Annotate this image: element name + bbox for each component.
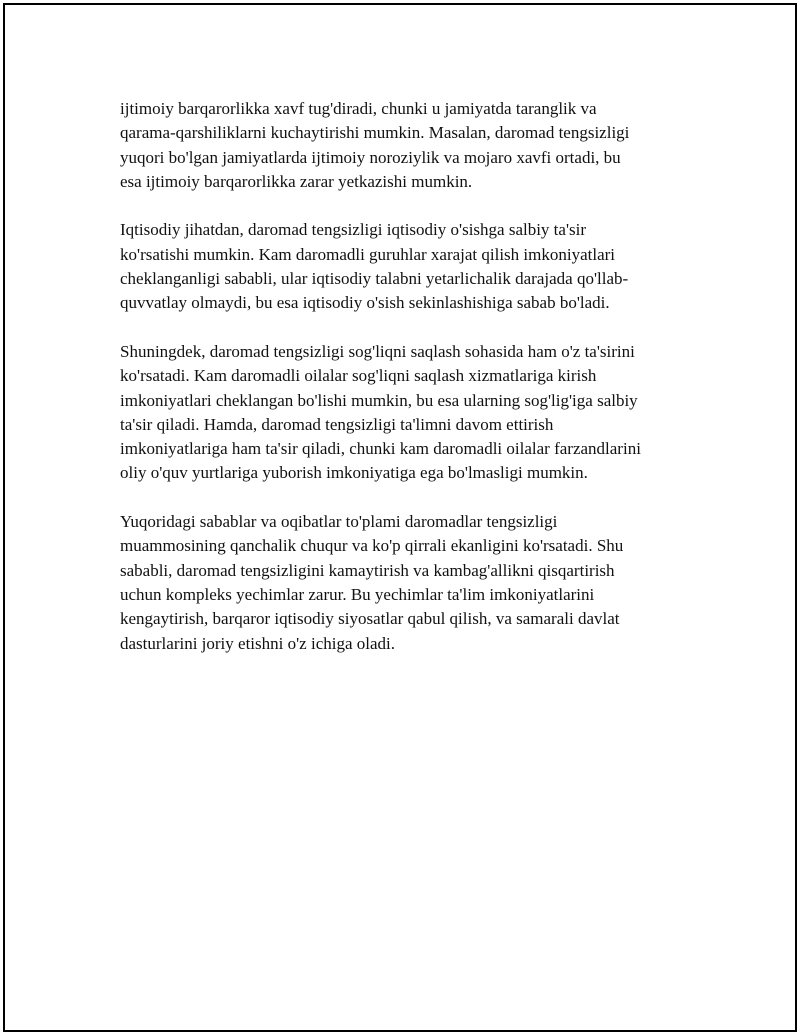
document-body	[120, 97, 710, 680]
paragraph-2: Iqtisodiy jihatdan, daromad tengsizligi iqtisodiy o'sishga salbiy ta'sir ko'rsatishi mumkin. Kam daromadli guruhlar xarajat qilish imkoniyatlari cheklanganligi sababli, ular iqtisodiy talabni yetarlichalik darajada qo'llab- quvvatlay olmaydi, bu esa iqtisodiy o'sish sekinlashishiga sabab bo'ladi.	[120, 220, 629, 313]
paragraph-4: Yuqoridagi sabablar va oqibatlar to'plami daromadlar tengsizligi muammosining qanchalik chuqur va ko'p qirrali ekanligini ko'rsatadi. Shu sababli, daromad tengsizligini kamaytirish va kambag'allikni qisqartirish uchun kompleks yechimlar zarur. Bu yechimlar ta'lim imkoniyatlarini kengaytirish, barqaror iqtisodiy siyosatlar qabul qilish, va samarali davlat dasturlarini joriy etishni o'z ichiga oladi.	[120, 512, 624, 653]
paragraph-3: Shuningdek, daromad tengsizligi sog'liqni saqlash sohasida ham o'z ta'sirini ko'rsatadi. Kam daromadli oilalar sog'liqni saqlash xizmatlariga kirish imkoniyatlari cheklangan bo'lishi mumkin, bu esa ularning sog'lig'iga salbiy ta'sir qiladi. Hamda, daromad tengsizligi ta'limni davom ettirish imkoniyatlariga ham ta'sir qiladi, chunki kam daromadli oilalar farzandlarini oliy o'quv yurtlariga yuborish imkoniyatiga ega bo'lmasligi mumkin.	[120, 341, 641, 483]
document-page	[3, 3, 797, 1032]
paragraph-1: ijtimoiy barqarorlikka xavf tug'diradi, chunki u jamiyatda taranglik va qarama-qarshiliklarni kuchaytirishi mumkin. Masalan, daromad tengsizligi yuqori bo'lgan jamiyatlarda ijtimoiy noroziylik va mojaro xavfi ortadi, bu esa ijtimoiy barqarorlikka zarar yetkazishi mumkin.	[120, 99, 630, 191]
